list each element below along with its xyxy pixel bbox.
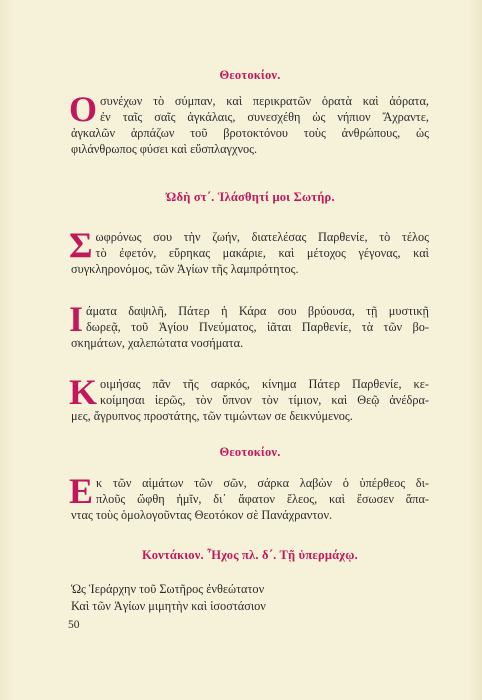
drop-cap: Ε [69,471,94,511]
text-line: φιλάνθρωπος φύσει καὶ εὔσπλαγχνος. [71,142,258,156]
text-line: οιμήσας πᾶν τῆς σαρκός, κίνημα Πάτερ Παρθενίε, κε- [100,377,429,391]
text-line: ωφρόνως σου τὴν ζωήν, διατελέσας Παρθενίε, τὸ τέλος [95,230,429,244]
text-line: Ὡς Ἱεράρχην τοῦ Σωτῆρος ἐνθεώτατον [71,582,265,596]
text-line: κ τῶν αἱμάτων τῶν σῶν, σάρκα λαβὼν ὁ ὑπέρθεος δι- [96,476,429,490]
text-line: κοίμησαι ἱερῶς, τὸν ὕπνον τὸν τίμιον, καὶ Θεῷ ἀνέδρα- [100,393,429,407]
text-line: πλοῦς ὤφθη ἡμῖν, δι᾽ ἄφατον ἔλεος, καὶ ἔσωσεν ἅπα- [96,492,429,506]
drop-cap: Κ [69,372,98,412]
text-line: δωρεᾷ, τοῦ Ἁγίου Πνεύματος, ἰᾶται Παρθενίε, τὰ τῶν βο- [86,320,429,334]
section-heading-theotokion: Θεοτοκίον. [219,68,281,82]
paragraph-theotokion [69,89,429,157]
section-heading-theotokion: Θεοτοκίον. [219,445,281,459]
paragraph-theotokion [69,471,429,523]
paragraph-troparion [69,372,429,424]
text-line: ἀγκαλῶν ἁρπάζων τοῦ βροτοκτόνου τοὺς ἀνθρώπους, ὡς [71,126,429,140]
page-number: 50 [68,619,80,631]
paragraph-troparion [69,225,429,277]
text-line: συνέχων τὸ σύμπαν, καὶ περικρατῶν ὁρατὰ καὶ ἀόρατα, [100,94,429,108]
paragraph-troparion [69,299,429,351]
text-line: ντας τοὺς ὁμολογοῦντας Θεοτόκον σὲ Πανάχραντον. [71,508,333,522]
section-heading-kontakion: Κοντάκιον. Ἦχος πλ. δ΄. Τῇ ὑπερμάχῳ. [142,548,358,562]
kontakion-text [71,581,429,615]
text-line: ἐν ταῖς σαῖς ἀγκάλαις, συνεσχέθη ὡς νήπιον Ἄχραντε, [100,110,429,124]
drop-cap: Σ [69,225,93,265]
text-line: σκημάτων, χαλεπώτατα νοσήματα. [71,336,244,350]
text-line: Καὶ τῶν Ἁγίων μιμητὴν καὶ ἰσοστάσιον [71,599,266,613]
text-line: συγκληρονόμος, τῶν Ἁγίων τῆς λαμπρότητος. [71,262,299,276]
drop-cap: Ο [69,89,98,129]
text-line: άματα δαψιλῆ, Πάτερ ἡ Κάρα σου βρύουσα, τῇ μυστικῇ [86,304,429,318]
text-line: τὸ ἐφετόν, εὕρηκας μακάριε, καὶ μέτοχος γέγονας, καὶ [95,246,429,260]
drop-cap: Ι [69,299,84,339]
section-heading-ode: Ὠδὴ στ΄. Ἱλάσθητί μοι Σωτήρ. [165,190,335,204]
text-line: μες, ἄγρυπνος προστάτης, τῶν τιμώντων σε δεικνύμενος. [71,409,353,423]
